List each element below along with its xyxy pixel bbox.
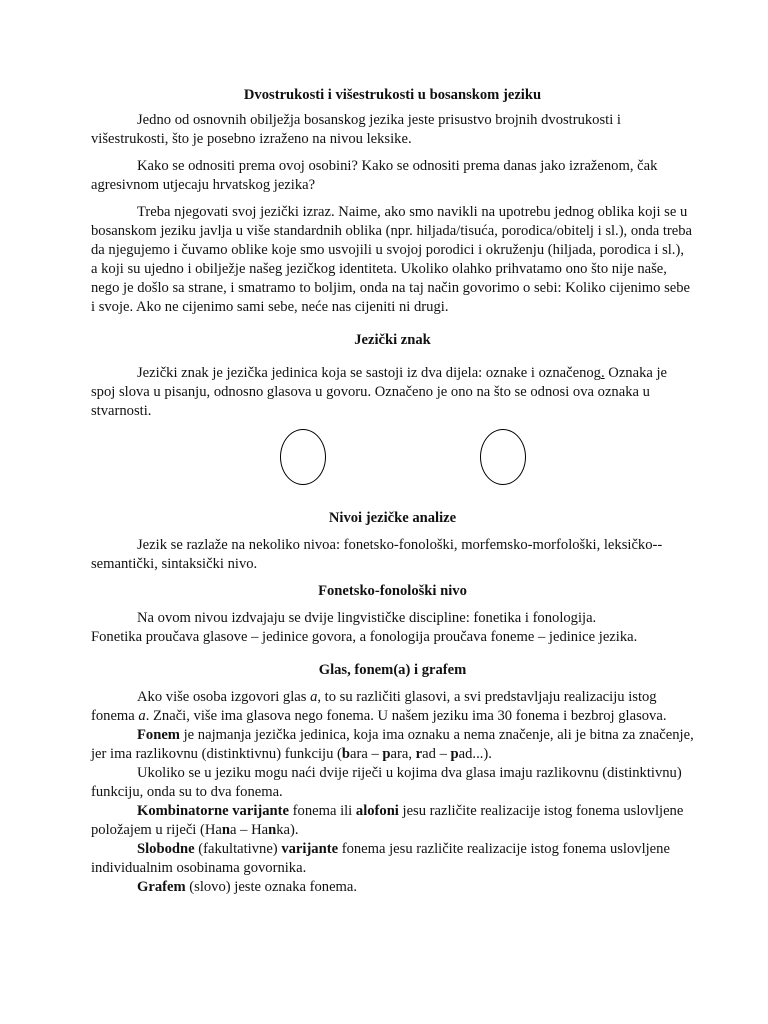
- intro-paragraph-2: Kako se odnositi prema ovoj osobini? Kako se odnositi prema danas jako izraženom, čak agresivnom utjecaju hrvatskog jezika?: [91, 158, 658, 193]
- glas-paragraph-6: [91, 878, 694, 897]
- fonetski-line-1: Na ovom nivou izdvajaju se dvije lingvističke discipline: fonetika i fonologija.: [137, 610, 597, 626]
- glas-paragraph-4: [91, 802, 694, 840]
- fonetski-line-2: Fonetika proučava glasove – jedinice govora, a fonologija proučava foneme – jedinice jezika.: [91, 629, 638, 645]
- oznaka-circle: [280, 429, 326, 485]
- znak-underlined-dot: .: [600, 365, 605, 381]
- glas-p1-text-b: , to su različiti glasovi, a svi predstavljaju realizaciju istog fonema: [91, 689, 657, 724]
- term-kombinatorne-varijante: Kombinatorne varijante: [137, 803, 290, 819]
- glas-p1-italic-a: a: [310, 689, 318, 705]
- heading-glas: Glas, fonem(a) i grafem: [318, 662, 467, 678]
- document-page: [91, 86, 694, 897]
- heading-jezicki-znak: Jezički znak: [354, 332, 431, 348]
- glas-p6-text: (slovo) jeste oznaka fonema.: [185, 879, 358, 895]
- glas-paragraph-3: Ukoliko se u jeziku mogu naći dvije riječi u kojima dva glasa imaju razlikovnu (distinktivnu) funkciju, onda su to dva fonema.: [91, 765, 682, 800]
- glas-p2-text: je najmanja jezička jedinica, koja ima oznaku a nema značenje, ali je bitna za značenje, jer ima razlikovnu (distinktivnu) funkciju (: [91, 727, 694, 762]
- term-slobodne: Slobodne: [137, 841, 195, 857]
- bold-letter-r: r: [415, 746, 423, 762]
- glas-p5-text-a: (fakultativne): [194, 841, 282, 857]
- bold-letter-n-1: n: [221, 822, 231, 838]
- term-varijante: varijante: [281, 841, 339, 857]
- bold-letter-p-2: p: [450, 746, 459, 762]
- intro-paragraph-1: Jedno od osnovnih obilježja bosanskog jezika jeste prisustvo brojnih dvostrukosti i višestrukosti, što je posebno izraženo na nivou leksike.: [91, 112, 621, 147]
- term-fonem: Fonem: [137, 727, 180, 743]
- bold-letter-n-2: n: [268, 822, 277, 838]
- glas-p2-rest-4: ad...).: [458, 746, 492, 762]
- heading-nivoi: Nivoi jezičke analize: [328, 510, 457, 526]
- heading-fonetski: Fonetsko-fonološki nivo: [318, 583, 467, 599]
- glas-p1-italic-fonem: a: [138, 708, 146, 724]
- term-alofoni: alofoni: [355, 803, 399, 819]
- glas-paragraph-5: [91, 840, 694, 878]
- term-grafem: Grafem: [137, 879, 186, 895]
- document-title: Dvostrukosti i višestrukosti u bosanskom jeziku: [243, 87, 542, 103]
- glas-p4-text-c: a – Ha: [230, 822, 269, 838]
- glas-p1-text-c: . Znači, više ima glasova nego fonema. U našem jeziku ima 30 fonema i bezbroj glasova.: [145, 708, 667, 724]
- glas-p5-text-b: fonema jesu različite realizacije istog fonema uslovljene individualnim osobinama govornika.: [91, 841, 670, 876]
- glas-p2-rest-3: ad –: [422, 746, 451, 762]
- nivoi-paragraph: Jezik se razlaže na nekoliko nivoa: fonetsko-fonološki, morfemsko-morfološki, leksičko--semantički, sintaksički nivo.: [91, 537, 663, 572]
- glas-p4-text-d: ka).: [276, 822, 299, 838]
- glas-paragraph-2: [91, 726, 694, 764]
- intro-paragraph-3: Treba njegovati svoj jezički izraz. Naime, ako smo navikli na upotrebu jednog oblika koji se u bosanskom jeziku javlja u više standardnih oblika (npr. hiljada/tisuća, porodica/obitelj i sl.), onda treba da njegujemo i čuvamo oblike koje smo usvojili u svojoj porodici i okruženju (hiljada, porodica i sl.), a koji su ujedno i obilježje našeg jezičkog identiteta. Ukoliko olahko prihvatamo ono što nije naše, nego je došlo sa strane, i smatramo to boljim, onda na taj način govorimo o sebi: Koliko cijenimo sebe i svoje. Ako ne cijenimo sami sebe, neće nas cijeniti ni drugi.: [91, 204, 693, 315]
- glas-paragraph-1: [91, 688, 694, 726]
- glas-p4-text-b: jesu različite realizacije istog fonema uslovljene položajem u riječi (Ha: [91, 803, 684, 838]
- bold-letter-p-1: p: [382, 746, 391, 762]
- glas-p2-rest-2: ara,: [390, 746, 416, 762]
- bold-letter-b: b: [341, 746, 350, 762]
- znak-paragraph: [91, 364, 694, 421]
- znak-text-b: Oznaka je spoj slova u pisanju, odnosno glasova u govoru. Označeno je ono na što se odnosi ova oznaka u stvarnosti.: [91, 365, 668, 419]
- glas-p2-rest-1: ara –: [350, 746, 383, 762]
- znak-text-a: Jezički znak je jezička jedinica koja se sastoji iz dva dijela: oznake i označenog: [137, 365, 601, 381]
- sign-diagram: [91, 429, 694, 501]
- glas-p1-text-a: Ako više osoba izgovori glas: [137, 689, 311, 705]
- oznaceno-circle: [480, 429, 526, 485]
- glas-p4-text-a: fonema ili: [289, 803, 356, 819]
